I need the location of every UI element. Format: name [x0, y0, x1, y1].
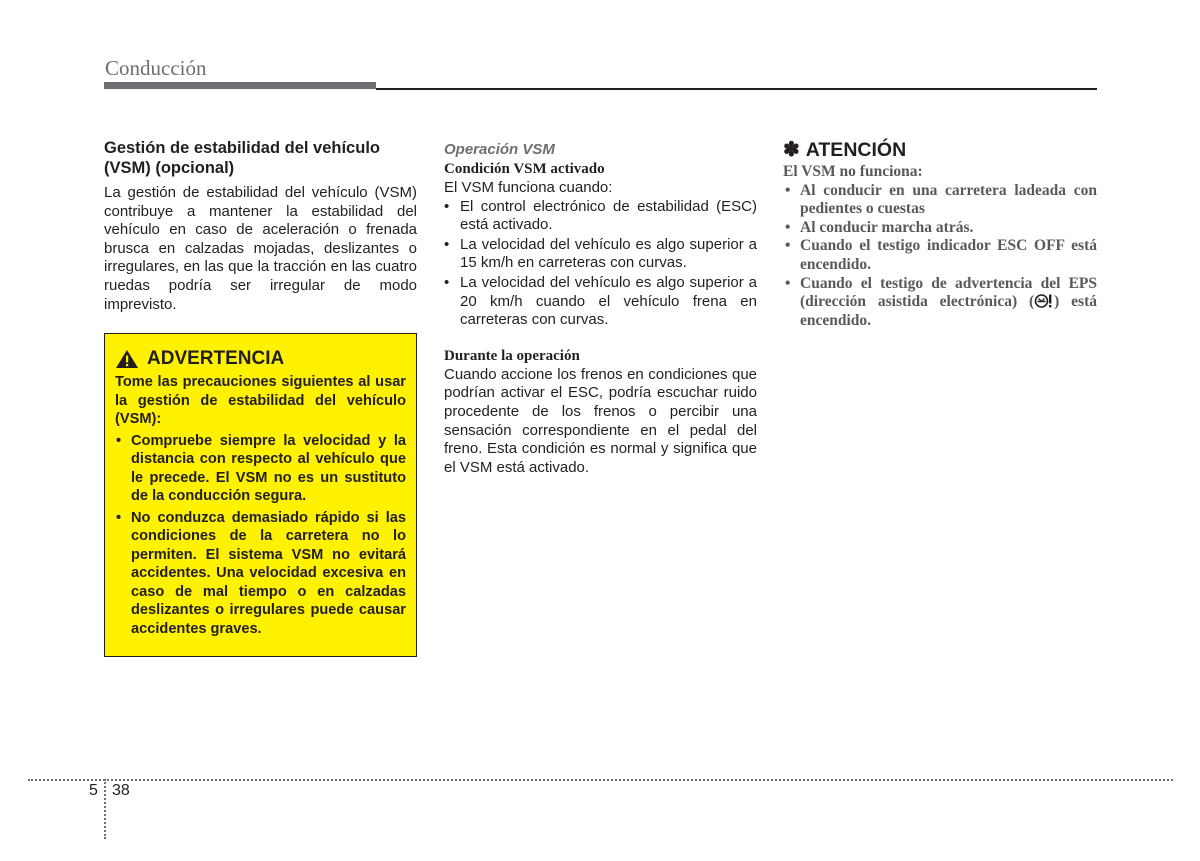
- during-heading: Durante la operación: [444, 347, 580, 364]
- warning-item: • Compruebe siempre la velocidad y la distancia con respecto al vehículo que le precede. El VSM no es un sustituto de la conducción segura.: [115, 432, 406, 506]
- attention-item: • Cuando el testigo indicador ESC OFF está encendido.: [783, 237, 1097, 274]
- warning-intro: Tome las precauciones siguientes al usar la gestión de estabilidad del vehículo (VSM):: [115, 374, 406, 428]
- condition-item: • La velocidad del vehículo es algo superior a 20 km/h cuando el vehículo frena en carreteras con curvas.: [444, 274, 757, 330]
- column-right: [783, 138, 1097, 330]
- warning-title-text: ADVERTENCIA: [147, 348, 285, 370]
- section-heading-vsm: Gestión de estabilidad del vehículo (VSM) (opcional): [104, 139, 380, 177]
- attention-item-eps: [783, 275, 1097, 331]
- footer-dotted-rule: [28, 779, 1173, 781]
- warning-item: • No conduzca demasiado rápido si las condiciones de la carretera no lo permiten. El sistema VSM no evitará accidentes. Una velocidad excesiva en caso de mal tiempo o en calzadas deslizantes o irregulares puede causar accidentes graves.: [115, 509, 406, 639]
- attention-title-text: ATENCIÓN: [805, 139, 907, 161]
- vsm-description: La gestión de estabilidad del vehículo (VSM) contribuye a mantener la estabilidad del vehículo en caso de aceleración o frenada brusca en calzadas mojadas, deslizantes o irregulares, en las que la tracción en las cuatro ruedas podría ser irregular de modo imprevisto.: [104, 184, 417, 313]
- attention-item: • Al conducir marcha atrás.: [783, 219, 1097, 238]
- during-paragraph: Cuando accione los frenos en condiciones que podrían activar el ESC, podría escuchar ruido procedente de los frenos o percibir una sensación correspondiente en el pedal del freno. Esta condición es normal y significa que el VSM está activado.: [444, 365, 757, 476]
- column-middle: [444, 138, 757, 477]
- attention-list: [783, 182, 1097, 331]
- warning-triangle-icon: [115, 349, 139, 369]
- warning-list: [115, 432, 406, 639]
- warning-title: [115, 347, 406, 371]
- condition-item: • La velocidad del vehículo es algo superior a 15 km/h en carreteras con curvas.: [444, 236, 757, 273]
- warning-box: [104, 333, 417, 657]
- asterisk-icon: ✽: [783, 139, 800, 161]
- condition-heading: Condición VSM activado: [444, 161, 605, 177]
- page-header-title: Conducción: [105, 56, 207, 80]
- condition-intro: El VSM funciona cuando:: [444, 179, 613, 196]
- header-rule-thin: [376, 88, 1097, 90]
- attention-item-eps-text: Cuando el testigo de advertencia del EPS (dirección asistida electrónica) (: [800, 274, 1097, 311]
- attention-title: [783, 138, 1097, 162]
- footer-vertical-rule: [104, 779, 106, 839]
- column-left: [104, 138, 417, 657]
- attention-intro: El VSM no funciona:: [783, 163, 923, 180]
- condition-item: • El control electrónico de estabilidad (ESC) está activado.: [444, 198, 757, 235]
- chapter-number: 5: [89, 782, 98, 799]
- attention-item-eps-tail: ) está encendido.: [800, 293, 1097, 329]
- eps-warning-icon: [1034, 293, 1054, 309]
- operation-subtitle: Operación VSM: [444, 141, 555, 158]
- page-number: 38: [112, 782, 130, 799]
- header-rule-thick: [104, 82, 376, 89]
- condition-list: [444, 198, 757, 330]
- attention-item: • Al conducir en una carretera ladeada con pedientes o cuestas: [783, 182, 1097, 219]
